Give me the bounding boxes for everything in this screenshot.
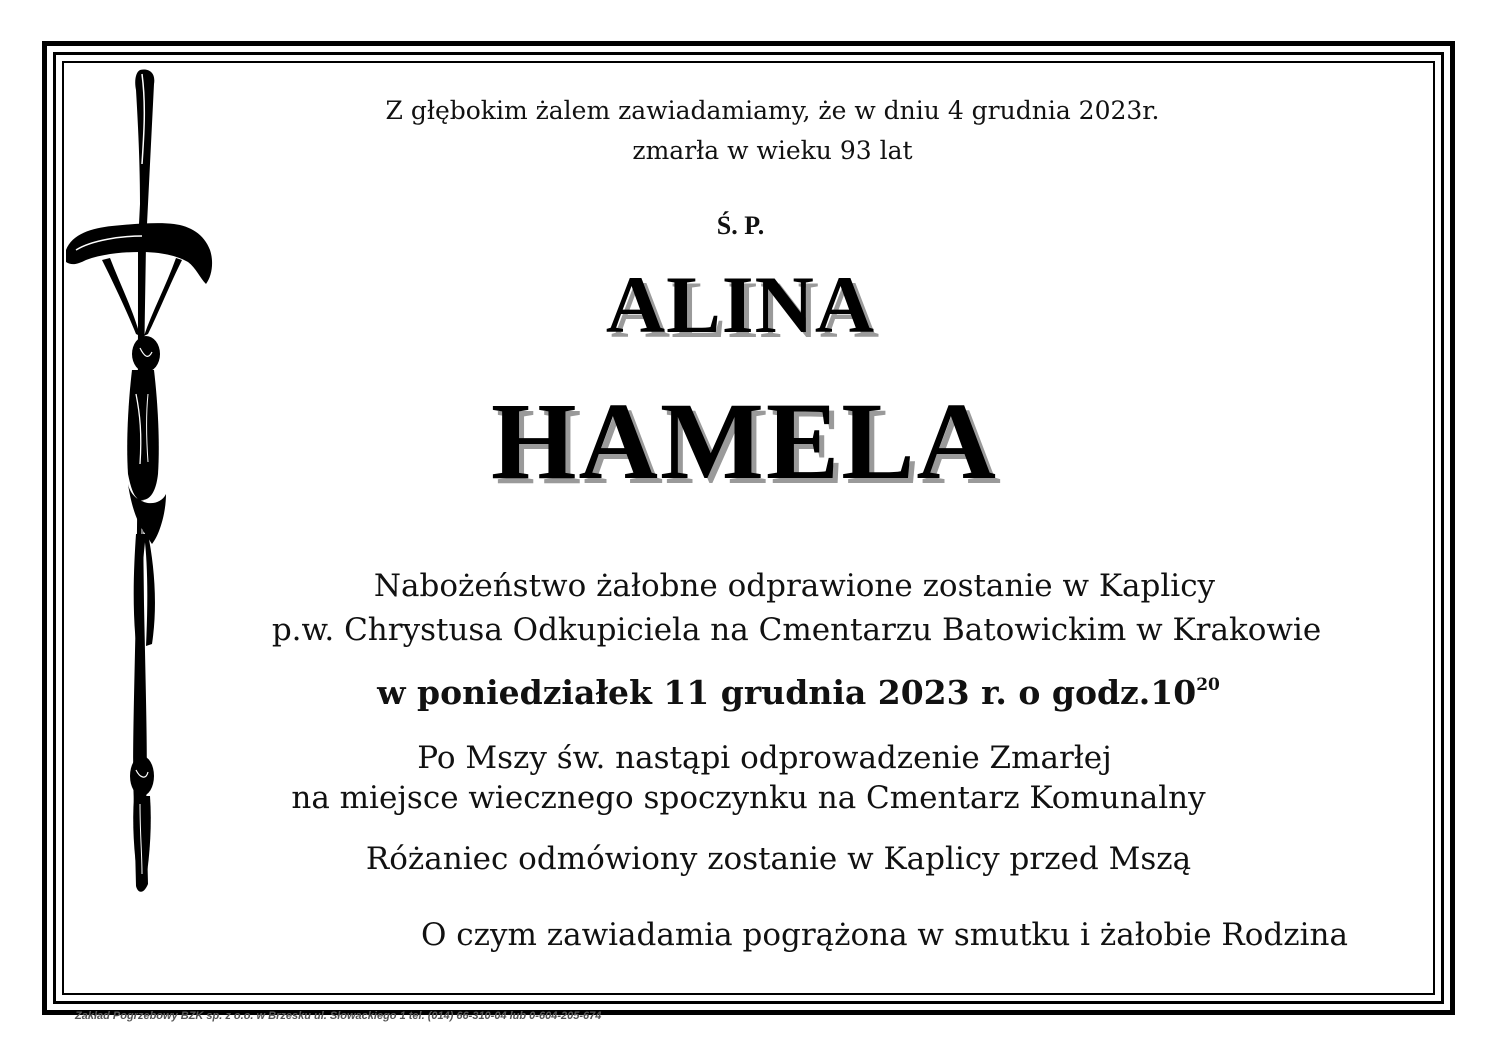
intro-line-1: Z głębokim żalem zawiadamiamy, że w dniu 4 grudnia 2023r. [385, 96, 1160, 125]
service-line-1: Nabożeństwo żałobne odprawione zostanie w Kaplicy [373, 568, 1216, 604]
date-text: w poniedziałek 11 grudnia 2023 r. o godz.10 [377, 673, 1197, 712]
intro-line-2: zmarła w wieku 93 lat [632, 136, 913, 165]
last-name: HAMELA [491, 380, 998, 502]
first-name: ALINA [605, 259, 876, 350]
procession-line-2: na miejsce wiecznego spoczynku na Cmentarz Komunalny [291, 780, 1206, 816]
procession-line-1: Po Mszy św. nastąpi odprowadzenie Zmarłej [417, 740, 1112, 776]
closing-line: O czym zawiadamia pogrążona w smutku i żałobie Rodzina [421, 917, 1348, 953]
time-minutes: 20 [1196, 675, 1220, 695]
service-line-2: p.w. Chrystusa Odkupiciela na Cmentarzu Batowickim w Krakowie [271, 612, 1322, 648]
honorific-prefix: Ś. P. [716, 211, 765, 240]
funeral-home-footer: Zakład Pogrzebowy BZK sp. z o.o. w Brzesku ul. Słowackiego 1 tel. (014) 66-310-04 lub 0-604-205-674 [75, 1010, 602, 1022]
date-line [50, 673, 1497, 712]
rosary-line: Różaniec odmówiony zostanie w Kaplicy przed Mszą [365, 841, 1192, 877]
